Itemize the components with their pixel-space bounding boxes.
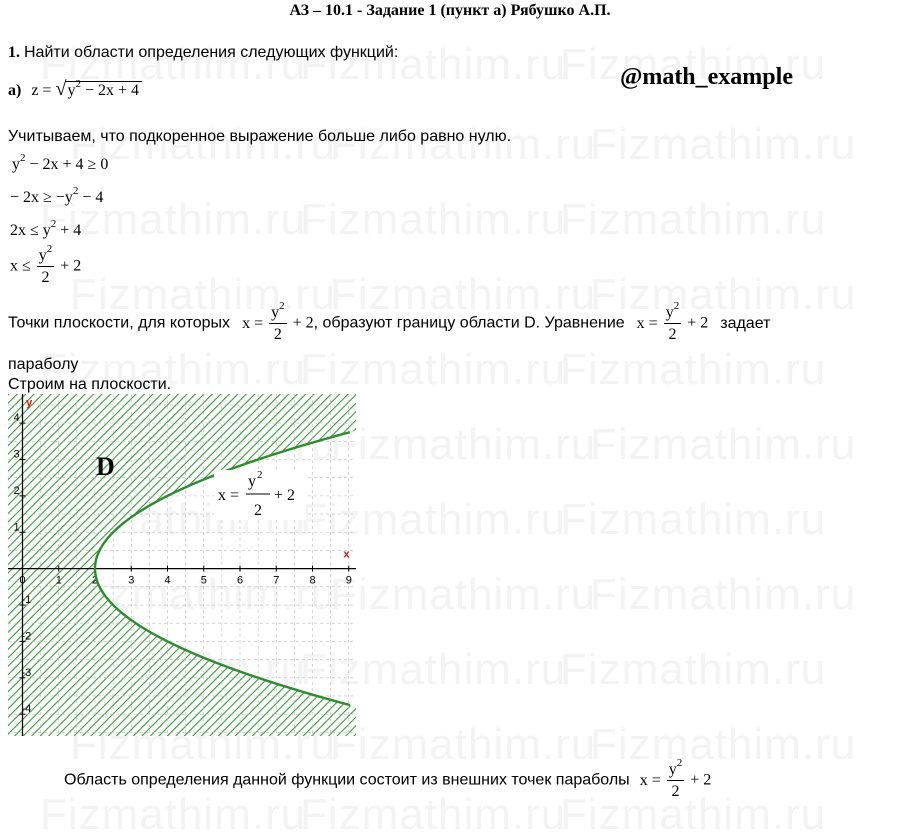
function-lhs: z = <box>31 82 52 99</box>
y-tick-label: -4 <box>21 703 32 716</box>
parabola-graph <box>8 394 356 736</box>
problem-text: Найти области определения следующих функций: <box>24 44 399 61</box>
watermark-text <box>560 645 826 695</box>
boundary-parabola-word: параболу <box>8 356 79 373</box>
region-d-label: D <box>96 452 115 481</box>
svg-text:+ 2: + 2 <box>274 487 296 504</box>
build-text: Строим на плоскости. <box>8 376 172 393</box>
curve-label <box>214 469 306 520</box>
step-1: $y^2 - 2x + 4 \ge 0$ <box>12 152 109 173</box>
y-tick-label: -2 <box>21 630 32 643</box>
y-tick-label: -1 <box>21 594 32 607</box>
x-tick-label: 5 <box>200 574 207 587</box>
y-axis-label: y <box>26 397 33 409</box>
solution-intro: Учитываем, что подкоренное выражение больше либо равно нулю. <box>8 128 512 145</box>
x-tick-label: 4 <box>164 574 171 587</box>
function-radicand: $y^2 - 2x + 4$ <box>65 81 142 100</box>
watermark-text <box>560 345 826 395</box>
x-tick-label: 2 <box>92 574 99 587</box>
step-2: − $2x \ge -y^2 - 4$ <box>10 185 104 206</box>
watermark-text <box>330 420 596 470</box>
boundary-sentence: Точки плоскости, для которых x = $\frac{y^2}{2}$ + 2, образуют границу области D. Уравнение x = $\frac{y^2}{2}$ + 2 задает <box>8 300 771 343</box>
y-tick-label: 1 <box>13 521 20 534</box>
watermark-text <box>300 345 566 395</box>
x-axis-label: x <box>343 548 350 561</box>
author-handle: @math_example <box>620 64 793 90</box>
x-tick-label: 1 <box>55 574 62 587</box>
watermark-text <box>300 195 566 245</box>
conclusion: Область определения данной функции состоит из внешних точек параболы x = $\frac{y^2}{2}$ + 2 <box>64 757 712 800</box>
y-tick-label: -3 <box>21 666 32 679</box>
y-tick-label: 4 <box>13 412 20 425</box>
x-tick-label: 6 <box>237 574 244 587</box>
y-tick-label: 2 <box>13 484 20 497</box>
svg-text:2: 2 <box>254 502 262 519</box>
x-tick-label: 9 <box>345 574 352 587</box>
svg-text:2: 2 <box>257 469 263 481</box>
watermark-text <box>560 195 826 245</box>
part-label: а) <box>8 82 22 99</box>
x-tick-label: 0 <box>19 574 26 587</box>
x-tick-label: 3 <box>128 574 135 587</box>
x-tick-label: 7 <box>273 574 280 587</box>
watermark-text <box>590 120 856 170</box>
problem-statement <box>8 44 398 62</box>
step-4: x ≤ $\frac{y^2}{2}$ + 2 <box>10 243 82 286</box>
page-header: АЗ – 10.1 - Задание 1 (пункт а) Рябушко А.П. <box>289 2 611 19</box>
watermark-text <box>590 420 856 470</box>
x-tick-label: 8 <box>309 574 316 587</box>
sqrt-icon: √ <box>55 78 67 100</box>
step-3: $2x \le y^2 + 4$ <box>10 218 82 239</box>
watermark-text <box>590 570 856 620</box>
watermark-text <box>560 495 826 545</box>
watermark-text <box>330 570 596 620</box>
svg-text:y: y <box>248 473 256 490</box>
y-tick-label: 3 <box>13 448 20 461</box>
svg-text:x =: x = <box>218 487 240 504</box>
problem-function <box>8 78 142 101</box>
problem-number: 1. <box>8 44 20 61</box>
